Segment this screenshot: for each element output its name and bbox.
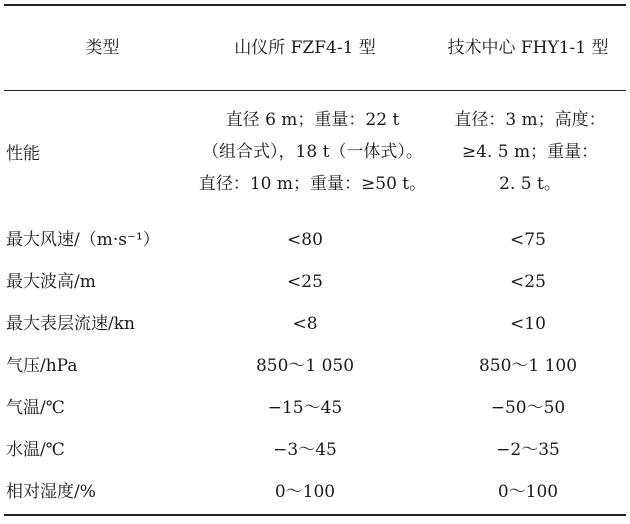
table-top-rule xyxy=(4,4,626,6)
performance-col-b-line: 直径：3 m；高度： xyxy=(454,110,606,130)
row-label: 水温/℃ xyxy=(6,440,65,460)
row-value-a: 850～1 050 xyxy=(255,356,355,376)
row-value-b: <10 xyxy=(510,314,546,334)
performance-col-a-line: 直径 6 m；重量：22 t xyxy=(225,110,400,130)
header-col-b: 技术中心 FHY1-1 型 xyxy=(447,38,609,58)
row-value-b: <75 xyxy=(510,230,546,250)
row-label: 最大波高/m xyxy=(6,272,96,292)
row-value-b: 850～1 100 xyxy=(478,356,578,376)
row-label: 最大风速/（m·s⁻¹） xyxy=(6,230,160,250)
row-label: 气压/hPa xyxy=(6,356,78,376)
row-value-a: <25 xyxy=(287,272,323,292)
row-value-a: <80 xyxy=(287,230,323,250)
performance-col-a xyxy=(185,104,440,200)
row-value-a: −3～45 xyxy=(273,440,337,460)
row-value-a: <8 xyxy=(292,314,318,334)
row-value-b: −2～35 xyxy=(496,440,560,460)
header-col-a: 山仪所 FZF4-1 型 xyxy=(234,38,376,58)
row-value-b: −50～50 xyxy=(490,398,566,418)
row-value-b: <25 xyxy=(510,272,546,292)
performance-col-b-line: 2. 5 t。 xyxy=(499,174,561,194)
performance-label: 性能 xyxy=(6,144,40,164)
row-value-b: 0～100 xyxy=(497,482,559,502)
performance-col-b xyxy=(440,104,620,200)
row-label: 气温/℃ xyxy=(6,398,65,418)
performance-col-a-line: （组合式），18 t（一体式）。 xyxy=(202,142,423,162)
table-bottom-rule xyxy=(4,514,626,516)
row-value-a: −15～45 xyxy=(267,398,343,418)
header-type: 类型 xyxy=(85,38,120,58)
performance-col-a-line: 直径：10 m；重量：≥50 t。 xyxy=(198,174,427,194)
performance-col-b-line: ≥4. 5 m；重量： xyxy=(461,142,599,162)
header-rule xyxy=(4,90,626,91)
row-label: 最大表层流速/kn xyxy=(6,314,135,334)
row-label: 相对湿度/% xyxy=(6,482,96,502)
row-value-a: 0～100 xyxy=(274,482,336,502)
